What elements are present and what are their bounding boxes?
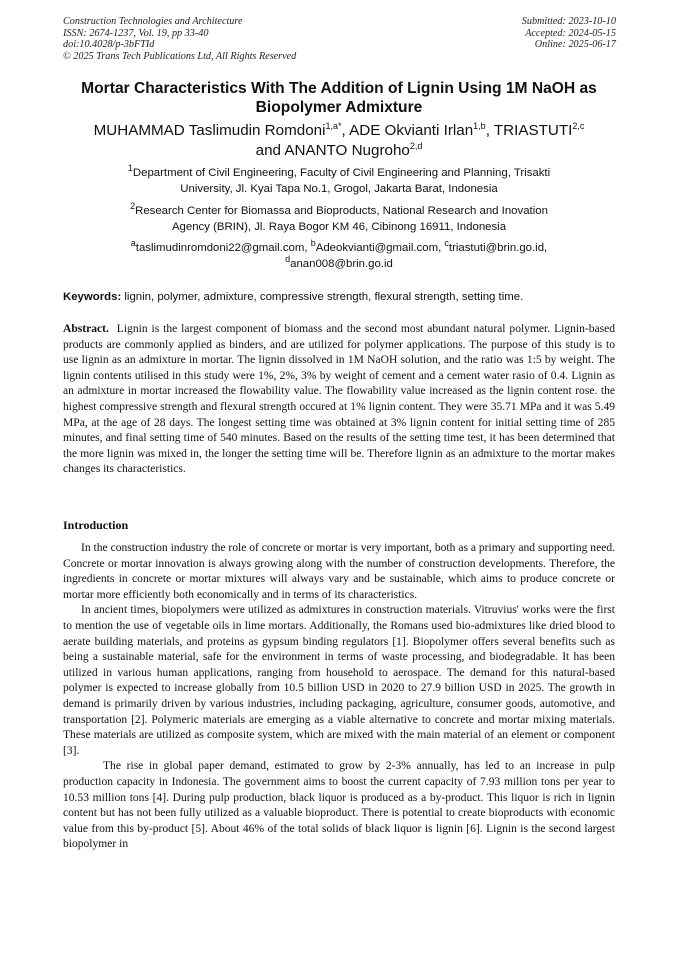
title-line-1: Mortar Characteristics With The Addition of Lignin Using 1M NaOH as	[81, 80, 597, 97]
affiliation-text: Research Center for Biomassa and Bioproducts, National Research and Inovation	[135, 205, 548, 217]
abstract-text: Lignin is the largest component of biomass and the second most abundant natural polymer. Lignin-based products are commonly applied as binders, and are utilized for polymer applications. The purpose of this study is to use lignin as an admixture in mortar. The lignin dissolved in 1M NaOH solution, and the ratio was 1:5 by weight. The lignin contents utilised in this study were 1%, 2%, 3% by weight of cement and a cement water rasio of 0.4. Lignin as an admixture in mortar increased the flowability value. The flowability value increased as the lignin content rose. the highest compressive strength and flexural strength occured at 1% lignin content. They were 35.71 MPa and it was 5.49 MPa, at the age of 28 days. The longest setting time was obtained at 3% lignin content for initial setting time of 285 minutes, and final setting time of 540 minutes. Based on the results of the setting time test, it has been determined that the more lignin was mixed in, the longer the setting time will be. Therefore lignin as an admixture to the mortar makes changes its characteristics.	[63, 323, 616, 476]
abstract-label: Abstract.	[63, 323, 109, 335]
emails-line-1	[90, 238, 588, 257]
authors-line-1	[50, 121, 628, 141]
author-separator: ,	[485, 122, 494, 139]
emails-line-2	[90, 253, 588, 273]
affiliation-text: Department of Civil Engineering, Faculty of Civil Engineering and Planning, Trisakti	[132, 167, 551, 179]
affiliation-number: 1	[127, 163, 133, 174]
affiliation-number: 2	[130, 201, 136, 212]
email-link[interactable]: anan008@brin.go.id	[290, 257, 393, 270]
submitted-date: Submitted: 2023-10-10	[521, 16, 616, 27]
email-link[interactable]: taslimudinromdoni22@gmail.com,	[135, 242, 311, 254]
author-separator: ,	[341, 122, 350, 139]
author-name: MUHAMMAD Taslimudin Romdoni	[93, 122, 326, 139]
paragraph: In ancient times, biopolymers were utilized as admixtures in construction materials. Vitruvius' works were the first to mention the use of vegetable oils in lime mortars. Additionally, the Romans used bio-admixtures like dried blood to aerate building materials, and proteins as gypsum binding regulators [1]. Biopolymer offers several benefits such as being a sustainable material, safe for the environment in terms of waste processing, and biodegradable. It has been utilized in various human applications, ranging from household to aerospace. The demand for this natural-based polymer is expected to increase globally from 10.5 billion USD in 2020 to 27.9 billion USD in 2025. The growth in demand is primarily driven by various industries, including packaging, agriculture, consumer goods, automotive, and transportation [2]. Polymeric materials are emerging as a viable alternative to concrete and mortar mixing materials. These materials are utilized as composite system, which are mixed with the main material of an element or component [3].	[63, 604, 615, 757]
paper-title	[50, 79, 628, 117]
keywords-text: lignin, polymer, admixture, compressive strength, flexural strength, setting time.	[121, 291, 524, 303]
author-emails	[90, 238, 588, 272]
online-date: Online: 2025-06-17	[534, 39, 616, 51]
journal-name: Construction Technologies and Architecture	[63, 16, 243, 27]
author-affiliation-mark: 2,c	[572, 120, 585, 131]
author-name: ADE Okvianti Irlan	[349, 122, 474, 139]
email-mark: b	[310, 238, 316, 249]
keywords-label: Keywords:	[63, 291, 122, 303]
email-mark: d	[285, 253, 291, 264]
introduction-body	[63, 541, 615, 853]
author-name: TRIASTUTI	[493, 122, 573, 139]
affiliation-2	[100, 201, 578, 235]
author-affiliation-mark: 1,b	[473, 120, 486, 131]
authors-line-2	[50, 141, 628, 161]
email-mark: a	[130, 238, 136, 249]
affiliation-1-line-1	[100, 163, 578, 182]
email-link[interactable]: triastuti@brin.go.id,	[448, 242, 548, 254]
email-mark: c	[444, 238, 449, 249]
affiliation-2-line-1	[100, 201, 578, 220]
abstract	[63, 322, 615, 478]
doi[interactable]: doi:10.4028/p-3bFTId	[63, 39, 155, 51]
affiliation-1-line-2: University, Jl. Kyai Tapa No.1, Grogol, Jakarta Barat, Indonesia	[180, 182, 498, 195]
issn: ISSN: 2674-1237, Vol. 19, pp 33-40	[63, 27, 209, 39]
title-line-2: Biopolymer Admixture	[255, 99, 423, 116]
author-name: ANANTO Nugroho	[284, 142, 410, 159]
author-affiliation-mark: 1,a*	[325, 120, 342, 131]
affiliation-1	[100, 163, 578, 197]
accepted-date: Accepted: 2024-05-15	[525, 27, 616, 39]
dates-header	[522, 16, 616, 51]
author-list	[50, 121, 628, 161]
keywords	[63, 290, 618, 304]
journal-header	[63, 16, 296, 62]
author-affiliation-mark: 2,d	[409, 140, 423, 151]
author-conjunction: and	[255, 142, 285, 159]
email-link[interactable]: Adeokvianti@gmail.com,	[315, 242, 445, 254]
paragraph: In the construction industry the role of concrete or mortar is very important, both as a primary and supporting need. Concrete or mortar innovation is always growing along with the number of construction developments. Therefore, the ingredients in concrete or mortar mixtures will always vary and be sustainable, which aims to produce concrete or mortar more efficiently both economically and in terms of its characteristics.	[63, 542, 615, 601]
paragraph: The rise in global paper demand, estimated to grow by 2-3% annually, has led to an increase in pulp production capacity in Indonesia. The government aims to boost the current capacity of 7.93 million tons per year to 10.53 million tons [4]. During pulp production, black liquor is produced as a by-product. This liquor is rich in lignin content but has not been fully utilized as a valuable bioproduct. There is potential to create bioproducts with economic value from this by-product [5]. About 46% of the total solids of black liquor is lignin [6]. Lignin is the second largest biopolymer in	[63, 760, 615, 851]
affiliation-2-line-2: Agency (BRIN), Jl. Raya Bogor KM 46, Cibinong 16911, Indonesia	[171, 220, 507, 233]
copyright: © 2025 Trans Tech Publications Ltd, All Rights Reserved	[63, 50, 297, 62]
section-heading-introduction: Introduction	[63, 518, 129, 532]
